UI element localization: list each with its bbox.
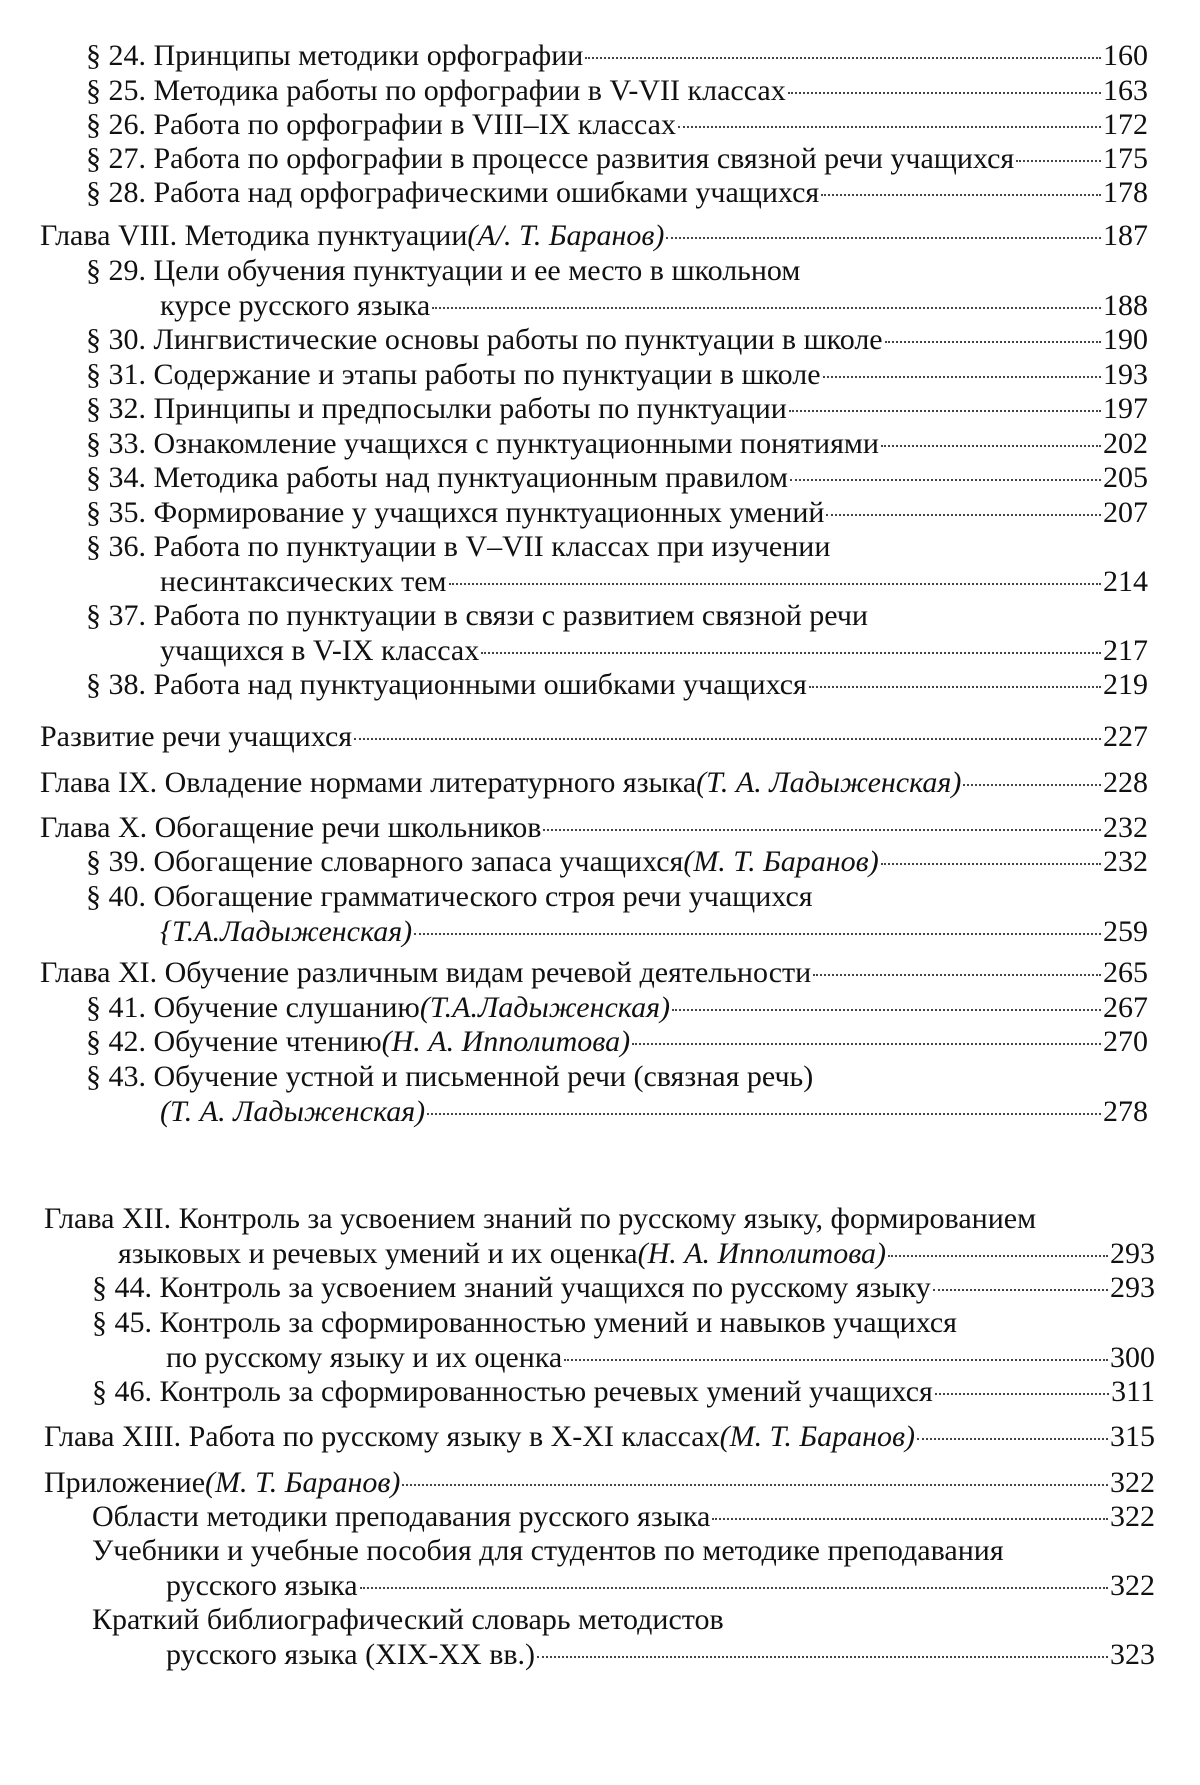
toc-line xyxy=(44,1465,1155,1501)
toc-line xyxy=(86,1059,1148,1095)
toc-entry-author: (Н. А. Ипполитова) xyxy=(637,1236,887,1270)
dot-leader xyxy=(809,686,1101,688)
toc-entry-title: § 40. Обогащение грамматического строя речи учащихся xyxy=(86,880,813,913)
toc-entry-title: русского языка xyxy=(166,1568,358,1602)
toc-entry-title: § 26. Работа по орфографии в VIII–IX классах xyxy=(86,108,676,141)
toc-entry-title: § 45. Контроль за сформированностью умений и навыков учащихся xyxy=(92,1306,957,1339)
toc-entry-title: § 39. Обогащение словарного запаса учащихся xyxy=(86,845,684,878)
toc-page-number: 315 xyxy=(1110,1420,1155,1453)
toc-line xyxy=(40,955,1148,991)
toc-line xyxy=(86,529,1148,565)
toc-line xyxy=(160,633,1148,669)
toc-entry-title: Глава IX. Овладение нормами литературного языка xyxy=(40,766,697,799)
dot-leader xyxy=(632,1043,1101,1045)
dot-leader xyxy=(823,376,1101,378)
toc-line xyxy=(86,73,1148,109)
dot-leader xyxy=(432,307,1101,309)
toc-entry-title: § 34. Методика работы над пунктуационным правилом xyxy=(86,461,789,494)
toc-page-number: 323 xyxy=(1110,1637,1155,1671)
toc-entry-title: по русскому языку и их оценка xyxy=(166,1340,563,1374)
toc-line xyxy=(160,564,1148,600)
toc-line xyxy=(86,175,1148,211)
toc-entry-title: § 46. Контроль за сформированностью речевых умений учащихся xyxy=(92,1375,933,1408)
dot-leader xyxy=(963,784,1101,786)
toc-entry-author: (Т. А. Ладыженская) xyxy=(696,766,962,799)
toc-entry-title: § 43. Обучение устной и письменной речи (связная речь) xyxy=(86,1060,814,1093)
toc-entry-title: § 31. Содержание и этапы работы по пунктуации в школе xyxy=(86,358,821,391)
toc-entry-title: § 41. Обучение слушанию xyxy=(86,991,420,1024)
toc-page-number: 228 xyxy=(1103,766,1148,799)
toc-entry-title: § 28. Работа над орфографическими ошибками учащихся xyxy=(86,176,820,209)
toc-page-number: 160 xyxy=(1103,39,1148,72)
toc-line xyxy=(86,495,1148,531)
toc-line xyxy=(86,357,1148,393)
toc-entry-title: Глава X. Обогащение речи школьников xyxy=(40,811,542,844)
toc-page-number: 227 xyxy=(1103,720,1148,753)
toc-line xyxy=(86,598,1148,634)
dot-leader xyxy=(933,1289,1108,1291)
toc-line xyxy=(44,1201,1155,1237)
toc-entry-title: § 42. Обучение чтению xyxy=(86,1025,382,1058)
toc-page-number: 217 xyxy=(1103,633,1148,667)
toc-page-number: 207 xyxy=(1103,496,1148,529)
toc-entry-title: § 33. Ознакомление учащихся с пунктуационными понятиями xyxy=(86,427,879,460)
toc-page-number: 172 xyxy=(1103,108,1148,141)
toc-line xyxy=(92,1270,1155,1306)
dot-leader xyxy=(537,1656,1108,1658)
toc-entry-title: Краткий библиографический словарь методистов xyxy=(92,1603,724,1636)
toc-page-number: 205 xyxy=(1103,461,1148,494)
toc-page-number: 311 xyxy=(1111,1375,1155,1408)
toc-line xyxy=(160,1094,1148,1130)
toc-line xyxy=(86,1024,1148,1060)
toc-page-number: 193 xyxy=(1103,358,1148,391)
toc-entry-title: § 37. Работа по пунктуации в связи с развитием связной речи xyxy=(86,599,868,632)
toc-entry-title: § 38. Работа над пунктуационными ошибками учащихся xyxy=(86,668,807,701)
toc-page-number: 197 xyxy=(1103,392,1148,425)
dot-leader xyxy=(917,1438,1108,1440)
toc-entry-title: § 36. Работа по пунктуации в V–VII классах при изучении xyxy=(86,530,831,563)
toc-line xyxy=(86,391,1148,427)
toc-page-number: 175 xyxy=(1103,142,1148,175)
toc-line xyxy=(92,1374,1155,1410)
toc-page-number: 322 xyxy=(1110,1466,1155,1499)
toc-entry-title: Глава VIII. Методика пунктуации xyxy=(40,219,468,252)
toc-line xyxy=(40,765,1148,801)
toc-page-number: 163 xyxy=(1103,74,1148,107)
toc-entry-title: § 30. Лингвистические основы работы по пунктуации в школе xyxy=(86,323,883,356)
toc-page-number: 322 xyxy=(1110,1568,1155,1602)
toc-entry-author: (Т.А.Ладыженская) xyxy=(419,991,671,1024)
dot-leader xyxy=(481,652,1101,654)
dot-leader xyxy=(402,1484,1108,1486)
toc-page-number: 259 xyxy=(1103,914,1148,948)
toc-page-number: 214 xyxy=(1103,564,1148,598)
toc-line xyxy=(92,1305,1155,1341)
toc-entry-title: Глава XIII. Работа по русскому языку в X-XI классах xyxy=(44,1420,720,1453)
toc-entry-author: (Т. А. Ладыженская) xyxy=(160,1094,426,1128)
toc-line xyxy=(86,990,1148,1026)
toc-entry-title: § 25. Методика работы по орфографии в V-VII классах xyxy=(86,74,786,107)
toc-entry-title: § 24. Принципы методики орфографии xyxy=(86,39,584,72)
toc-page-number: 293 xyxy=(1110,1271,1155,1304)
dot-leader xyxy=(813,974,1101,976)
toc-line xyxy=(44,1419,1155,1455)
toc-line xyxy=(92,1602,1155,1638)
toc-entry-title: несинтаксических тем xyxy=(160,564,447,598)
dot-leader xyxy=(790,479,1101,481)
dot-leader xyxy=(881,445,1101,447)
dot-leader xyxy=(881,863,1101,865)
toc-page-number: 232 xyxy=(1103,811,1148,844)
toc-line xyxy=(118,1236,1155,1272)
toc-line xyxy=(86,141,1148,177)
toc-page-number: 267 xyxy=(1103,991,1148,1024)
toc-entry-title: Учебники и учебные пособия для студентов по методике преподавания xyxy=(92,1534,1004,1567)
toc-line xyxy=(86,426,1148,462)
toc-line xyxy=(92,1499,1155,1535)
toc-line xyxy=(86,322,1148,358)
toc-page-number: 278 xyxy=(1103,1094,1148,1128)
toc-entry-author: (М. Т. Баранов) xyxy=(719,1420,915,1453)
toc-line xyxy=(86,879,1148,915)
toc-entry-title: русского языка (XIX-XX вв.) xyxy=(166,1637,536,1671)
toc-page-number: 190 xyxy=(1103,323,1148,356)
toc-entry-author: (М. Т. Баранов) xyxy=(683,845,879,878)
dot-leader xyxy=(826,514,1101,516)
toc-line xyxy=(86,460,1148,496)
dot-leader xyxy=(354,738,1101,740)
dot-leader xyxy=(888,1255,1108,1257)
toc-page-number: 300 xyxy=(1110,1340,1155,1374)
toc-entry-author: (М. Т. Баранов) xyxy=(205,1466,401,1499)
toc-entry-title: § 35. Формирование у учащихся пунктуационных умений xyxy=(86,496,825,529)
dot-leader xyxy=(543,829,1101,831)
toc-entry-title: § 32. Принципы и предпосылки работы по пунктуации xyxy=(86,392,787,425)
dot-leader xyxy=(788,92,1101,94)
toc-line xyxy=(92,1533,1155,1569)
toc-entry-title: Приложение xyxy=(44,1466,206,1499)
toc-line xyxy=(86,844,1148,880)
toc-line xyxy=(40,810,1148,846)
dot-leader xyxy=(935,1393,1109,1395)
toc-page-number: 187 xyxy=(1103,219,1148,252)
toc-page-number: 202 xyxy=(1103,427,1148,460)
toc-line xyxy=(166,1568,1155,1604)
dot-leader xyxy=(449,583,1101,585)
toc-entry-title: Области методики преподавания русского языка xyxy=(92,1500,711,1533)
toc-page-number: 265 xyxy=(1103,956,1148,989)
dot-leader xyxy=(360,1587,1108,1589)
toc-entry-title: § 29. Цели обучения пунктуации и ее место в школьном xyxy=(86,254,801,287)
toc-page-number: 219 xyxy=(1103,668,1148,701)
toc-line xyxy=(86,253,1148,289)
toc-page-number: 178 xyxy=(1103,176,1148,209)
dot-leader xyxy=(821,194,1101,196)
dot-leader xyxy=(564,1359,1108,1361)
dot-leader xyxy=(414,933,1101,935)
toc-line xyxy=(86,38,1148,74)
toc-entry-author: (А/. Т. Баранов) xyxy=(467,219,665,252)
toc-entry-author: (Н. А. Ипполитова) xyxy=(381,1025,631,1058)
dot-leader xyxy=(585,57,1101,59)
toc-entry-author: {Т.А.Ладыженская) xyxy=(160,914,413,948)
toc-line xyxy=(86,107,1148,143)
toc-entry-title: учащихся в V-IX классах xyxy=(160,633,480,667)
toc-line xyxy=(40,218,1148,254)
toc-line xyxy=(160,914,1148,950)
toc-entry-title: Глава XI. Обучение различным видам речевой деятельности xyxy=(40,956,812,989)
dot-leader xyxy=(712,1518,1108,1520)
dot-leader xyxy=(672,1009,1101,1011)
toc-line xyxy=(160,288,1148,324)
dot-leader xyxy=(678,126,1101,128)
toc-entry-title: § 27. Работа по орфографии в процессе развития связной речи учащихся xyxy=(86,142,1015,175)
toc-line xyxy=(166,1340,1155,1376)
dot-leader xyxy=(427,1113,1101,1115)
toc-page-number: 322 xyxy=(1110,1500,1155,1533)
toc-page-number: 293 xyxy=(1110,1236,1155,1270)
toc-page-number: 270 xyxy=(1103,1025,1148,1058)
toc-page-number: 232 xyxy=(1103,845,1148,878)
toc-entry-title: Глава XII. Контроль за усвоением знаний по русскому языку, формированием xyxy=(44,1202,1037,1235)
toc-line xyxy=(86,667,1148,703)
toc-line xyxy=(40,719,1148,755)
toc-entry-title: Развитие речи учащихся xyxy=(40,720,353,753)
dot-leader xyxy=(885,341,1101,343)
toc-entry-title: курсе русского языка xyxy=(160,288,431,322)
toc-entry-title: языковых и речевых умений и их оценка xyxy=(118,1236,638,1270)
toc-line xyxy=(166,1637,1155,1673)
dot-leader xyxy=(666,237,1101,239)
dot-leader xyxy=(789,410,1101,412)
toc-page-number: 188 xyxy=(1103,288,1148,322)
toc-entry-title: § 44. Контроль за усвоением знаний учащихся по русскому языку xyxy=(92,1271,931,1304)
dot-leader xyxy=(1016,160,1101,162)
